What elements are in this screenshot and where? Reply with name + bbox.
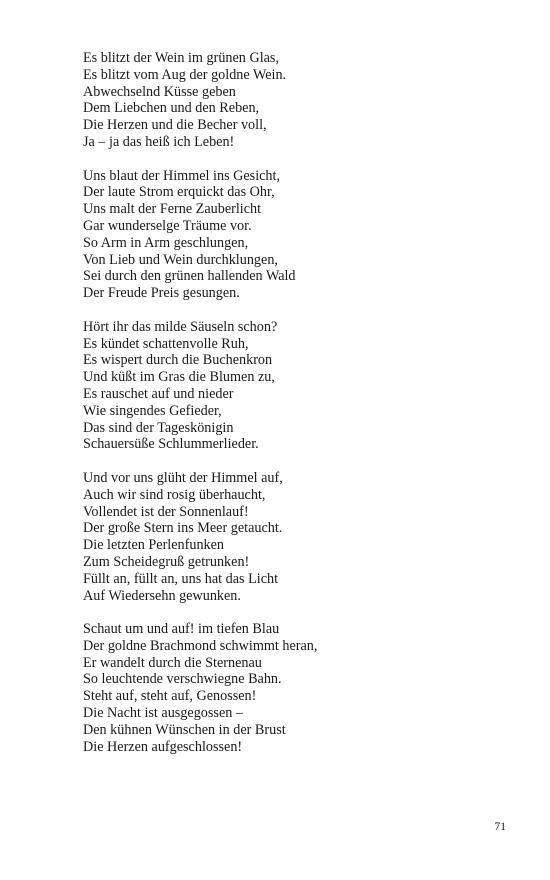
poem-line: Es blitzt der Wein im grünen Glas, <box>83 50 279 66</box>
poem-line: Die Herzen aufgeschlossen! <box>83 738 243 755</box>
poem-line: Von Lieb und Wein durchklungen, <box>83 251 278 268</box>
stanza-3 <box>83 319 503 453</box>
poem-line: Auch wir sind rosig überhaucht, <box>83 486 266 503</box>
stanza-4 <box>83 470 503 604</box>
poem-line: Sei durch den grünen hallenden Wald <box>83 268 296 285</box>
poem-line: Gar wunderselge Träume vor. <box>83 217 252 234</box>
poem-line: Ja – ja das heiß ich Leben! <box>83 133 235 150</box>
poem-line: Es rauschet auf und nieder <box>83 385 234 402</box>
poem-line: Es blitzt vom Aug der goldne Wein. <box>83 66 287 83</box>
poem-line: Vollendet ist der Sonnenlauf! <box>83 503 249 520</box>
poem-line: Er wandelt durch die Sternenau <box>83 654 262 671</box>
poem-line: Es wispert durch die Buchenkron <box>83 352 273 369</box>
poem-line: Uns malt der Ferne Zauberlicht <box>83 201 262 218</box>
poem-line: Es kündet schattenvolle Ruh, <box>83 335 249 352</box>
poem-line: Hört ihr das milde Säuseln schon? <box>83 318 278 335</box>
page-number: 71 <box>494 821 506 833</box>
poem-line: Der laute Strom erquickt das Ohr, <box>83 184 275 201</box>
poem-text-block <box>83 50 503 772</box>
poem-line: Schauersüße Schlummerlieder. <box>83 436 259 453</box>
poem-line: Abwechselnd Küsse geben <box>83 83 236 100</box>
poem-line: Dem Liebchen und den Reben, <box>83 100 260 117</box>
poem-line: Der große Stern ins Meer getaucht. <box>83 520 283 537</box>
poem-line: Das sind der Tageskönigin <box>83 419 234 436</box>
poem-line: Die Nacht ist ausgegossen – <box>83 705 243 722</box>
poem-line: Uns blaut der Himmel ins Gesicht, <box>83 167 281 184</box>
poem-line: Die Herzen und die Becher voll, <box>83 117 267 134</box>
poem-line: Die letzten Perlenfunken <box>83 537 225 554</box>
poem-line: Schaut um und auf! im tiefen Blau <box>83 621 280 638</box>
poem-line: Und küßt im Gras die Blumen zu, <box>83 369 275 386</box>
poem-line: Der Freude Preis gesungen. <box>83 285 240 302</box>
poem-line: Der goldne Brachmond schwimmt heran, <box>83 637 318 654</box>
poem-line: So leuchtende verschwiegne Bahn. <box>83 671 282 688</box>
poem-line: Den kühnen Wünschen in der Brust <box>83 721 286 738</box>
poem-line: Auf Wiedersehn gewunken. <box>83 587 241 604</box>
poem-line: Steht auf, steht auf, Genossen! <box>83 688 257 705</box>
stanza-2 <box>83 168 503 302</box>
poem-line: So Arm in Arm geschlungen, <box>83 234 249 251</box>
poem-line: Füllt an, füllt an, uns hat das Licht <box>83 570 279 587</box>
poem-line: Wie singendes Gefieder, <box>83 402 222 419</box>
stanza-5 <box>83 621 503 755</box>
stanza-1 <box>83 50 503 151</box>
poem-line: Und vor uns glüht der Himmel auf, <box>83 469 283 486</box>
poem-line: Zum Scheidegruß getrunken! <box>83 553 250 570</box>
